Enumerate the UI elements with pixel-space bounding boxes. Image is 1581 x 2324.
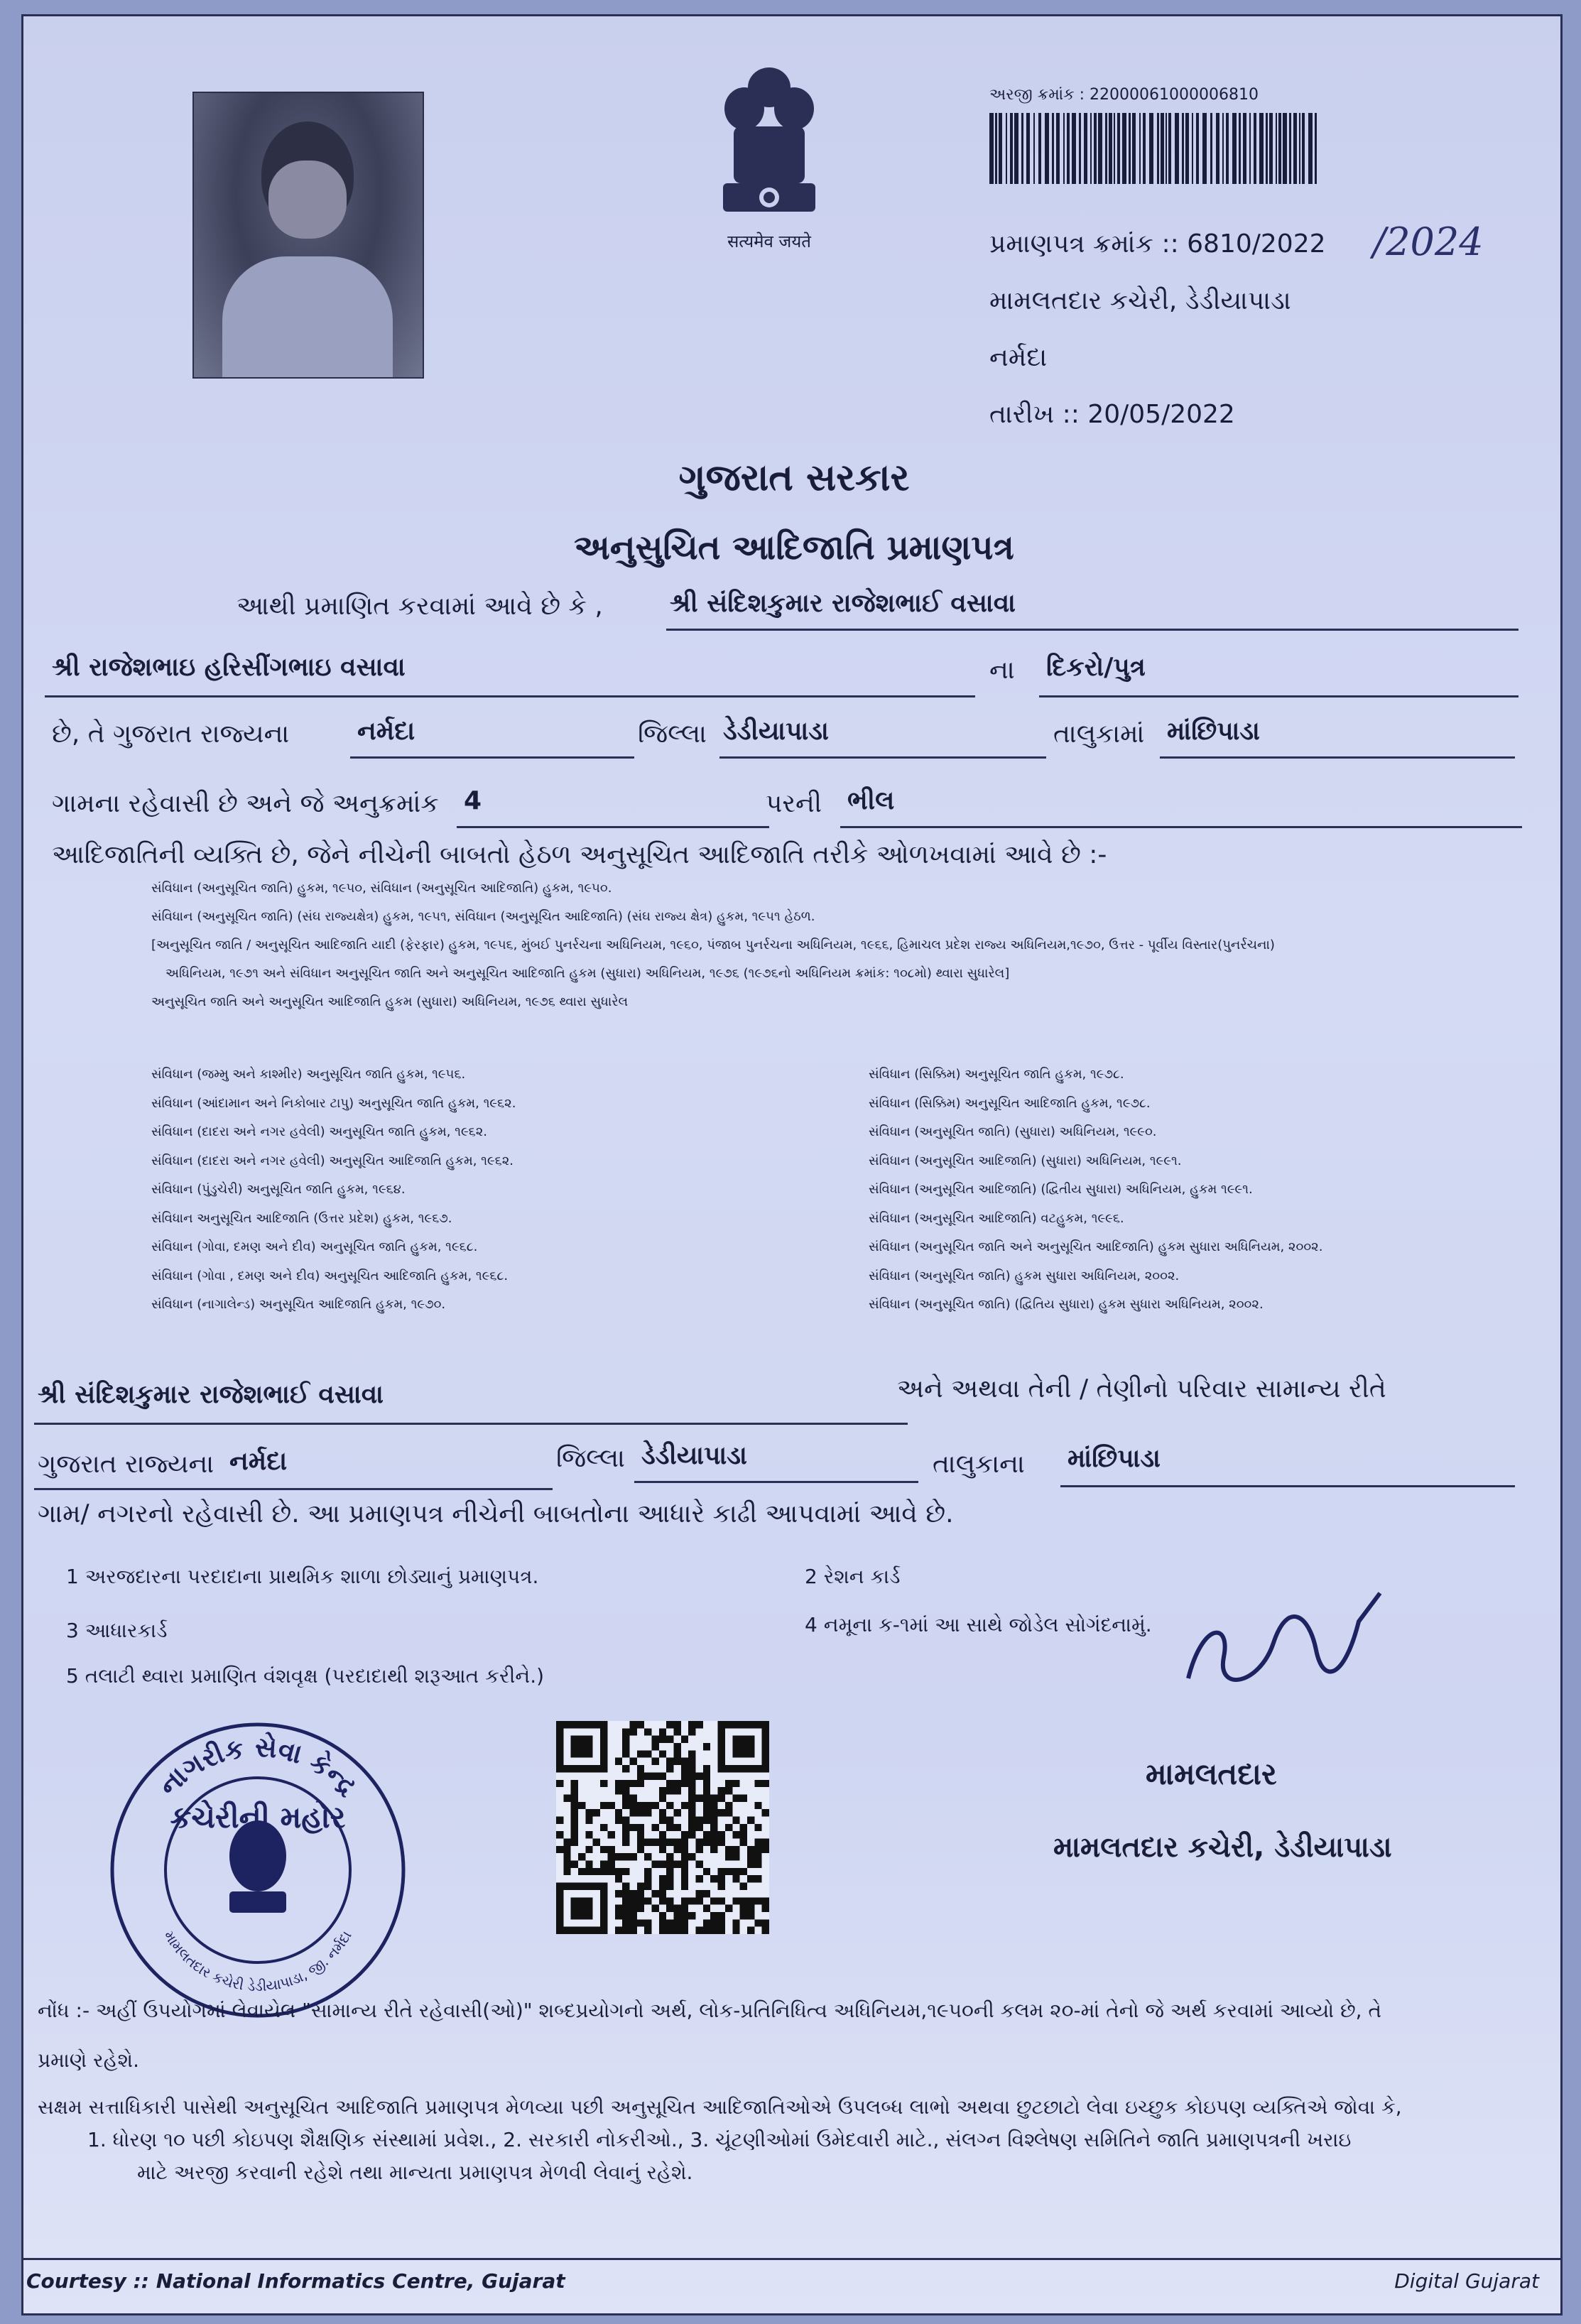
application-number: અરજી ક્રમાંક : 22000061000006810 [989,86,1259,104]
svg-text:મામલતદાર કચેરી ડેડીયાપાડા, જી.: મામલતદાર કચેરી ડેડીયાપાડા, જી. નર્મદા [161,1927,355,1995]
issuing-office: મામલતદાર કચેરી, ડેડીયાપાડા [989,286,1291,315]
document-item: 5 તલાટી થ્વારા પ્રમાણિત વંશવૃક્ષ (પરદાદાથી શરૂઆત કરીને.) [66,1664,545,1688]
government-title: ગુજરાત સરકાર [678,457,910,499]
order-item: સંવિધાન (અનુસૂચિત આદિજાતિ) (દ્વિતીય સુધારા) અધિનિયમ, હુકમ ૧૯૯૧. [869,1182,1253,1197]
qr-code-icon [556,1721,769,1934]
order-item: સંવિધાન (ગોવા, દમણ અને દીવ) અનુસૂચિત જાતિ હુકમ, ૧૯૬૮. [151,1239,478,1254]
barcode-icon [989,113,1323,184]
order-item: સંવિધાન (અનુસૂચિત આદિજાતિ) વટહુકમ, ૧૯૯૬. [869,1210,1124,1226]
jilla-text-2: જિલ્લા [556,1444,625,1473]
issue-date: તારીખ :: 20/05/2022 [989,400,1235,429]
office-seal-icon [102,1714,414,2026]
serial-number: 4 [464,786,482,815]
signature-icon [1174,1579,1387,1700]
footer-brand: Digital Gujarat [1394,2269,1539,2293]
relation: દિકરો/પુત્ર [1046,653,1146,682]
order-item: સંવિધાન (અનુસૂચિત આદિજાતિ) (સુધારા) અધિનિયમ, ૧૯૯૧. [869,1153,1182,1168]
basis-text: ગામ/ નગરનો રહેવાસી છે. આ પ્રમાણપત્ર નીચેની બાબતોના આધારે કાઢી આપવામાં આવે છે. [38,1499,954,1528]
document-item: 4 નમૂના ક-૧માં આ સાથે જોડેલ સોગંદનામું. [805,1613,1152,1636]
certify-text: આથી પ્રમાણિત કરવામાં આવે છે કે , [237,592,603,621]
certificate-page [21,14,1563,2315]
jilla-text: જિલ્લા [638,720,707,749]
family-text: અને અથવા તેની / તેણીનો પરિવાર સામાન્ય રીતે [897,1374,1386,1403]
svg-text:કચેરીની મહોર: કચેરીની મહોર [170,1800,346,1835]
orders-left-list [151,1060,862,1320]
national-emblem-icon [705,59,833,237]
order-item: અધિનિયમ, ૧૯૭૧ અને સંવિધાન અનુસૂચિત જાતિ અને અનુસૂચિત આદિજાતિ હુકમ (સુધારા) અધિનિયમ, ૧૯૭૬ (૧૯૭૬નો અધિનિયમ ક્રમાંક: ૧૦૮મો) થ્વારા સુધારેલ] [165,966,1010,981]
document-item: 1 અરજદારના પરદાદાના પ્રાથમિક શાળા છોડ્યાનું પ્રમાણપત્ર. [66,1565,539,1588]
applicant-name-2: શ્રી સંદિશકુમાર રાજેશભાઈ વસાવા [38,1380,384,1409]
par-text: પરની [766,789,822,818]
district-name-2: નર્મદા [229,1447,288,1476]
order-item: સંવિધાન (અનુસૂચિત જાતિ) (સુધારા) અધિનિયમ, ૧૯૯૦. [869,1124,1157,1139]
na-text: ના [989,656,1015,685]
document-item: 2 રેશન કાર્ડ [805,1565,901,1588]
father-name: શ્રી રાજેશભાઇ હરિસીંગભાઇ વસાવા [52,653,406,682]
taluka-name-2: ડેડીયાપાડા [641,1441,747,1470]
order-item: સંવિધાન (પુંડુચેરી) અનુસૂચિત જાતિ હુકમ, ૧૯૬૪. [151,1182,406,1197]
taluka-name: ડેડીયાપાડા [723,717,829,746]
order-item: સંવિધાન અનુસૂચિત આદિજાતિ (ઉત્તર પ્રદેશ) હુકમ, ૧૯૬૭. [151,1210,452,1226]
order-item: સંવિધાન (ગોવા , દમણ અને દીવ) અનુસૂચિત આદિજાતિ હુકમ, ૧૯૬૮. [151,1268,509,1283]
order-item: સંવિધાન (અનુસૂચિત જાતિ) (દ્વિતિય સુધારા) હુકમ સુધારા અધિનિયમ, ૨૦૦૨. [869,1297,1264,1312]
footer-courtesy: Courtesy :: National Informatics Centre, Gujarat [26,2269,565,2293]
order-item: સંવિધાન (અનુસૂચિત જાતિ અને અનુસૂચિત આદિજાતિ) હુકમ સુધારા અધિનિયમ, ૨૦૦૨. [869,1239,1323,1254]
taluka-text: તાલુકામાં [1053,720,1145,749]
village-name: માંછિપાડા [1167,717,1260,746]
orders-top-list [151,874,1501,1016]
signatory-designation: મામલતદાર [1146,1756,1277,1791]
note-3: સક્ષમ સત્તાધિકારી પાસેથી અનુસૂચિત આદિજાતિ પ્રમાણપત્ર મેળવ્યા પછી અનુસૂચિત આદિજાતિઓએ ઉપલબ્ધ લાભો અથવા છુટછાટો લેવા ઇચ્છુક કોઇપણ વ્યક્તિએ જોવા કે, [38,2095,1402,2119]
note-2: પ્રમાણે રહેશે. [38,2048,139,2072]
district-name: નર્મદા [357,717,415,746]
orders-right-list [869,1060,1550,1320]
applicant-photo [192,92,424,379]
order-item: સંવિધાન (અનુસૂચિત જાતિ) (સંઘ રાજ્યક્ષેત્ર) હુકમ, ૧૯૫૧, સંવિધાન (અનુસૂચિત આદિજાતિ) (સંઘ રાજ્ય ક્ષેત્ર) હુકમ, ૧૯૫૧ હેઠળ. [151,909,815,924]
order-item: સંવિધાન (દાદરા અને નગર હવેલી) અનુસૂચિત આદિજાતિ હુકમ, ૧૯૬૨. [151,1153,514,1168]
state-text: છે, તે ગુજરાત રાજ્યના [52,720,290,749]
svg-text:નાગરીક સેવા કેન્દ્ર: નાગરીક સેવા કેન્દ્ર [152,1731,364,1802]
order-item: સંવિધાન (સિક્કિમ) અનુસૂચિત આદિજાતિ હુકમ, ૧૯૭૮. [869,1095,1151,1111]
order-item: સંવિધાન (નાગાલેન્ડ) અનુસૂચિત આદિજાતિ હુકમ, ૧૯૭૦. [151,1297,446,1312]
tribe-name: ભીલ [847,786,895,815]
certificate-number: પ્રમાણપત્ર ક્રમાંક :: 6810/2022 [989,229,1326,259]
village-name-2: માંછિપાડા [1067,1444,1161,1473]
applicant-name: શ્રી સંદિશકુમાર રાજેશભાઈ વસાવા [670,589,1016,618]
note-5: માટે અરજી કરવાની રહેશે તથા માન્યતા પ્રમાણપત્ર મેળવી લેવાનું રહેશે. [137,2161,693,2184]
order-item: સંવિધાન (આંદામાન અને નિકોબાર ટાપુ) અનુસૂચિત જાતિ હુકમ, ૧૯૬૨. [151,1095,516,1111]
order-item: સંવિધાન (અનુસૂચિત જાતિ) હુકમ સુધારા અધિનિયમ, ૨૦૦૨. [869,1268,1180,1283]
document-item: 3 આધારકાર્ડ [66,1619,168,1642]
order-item: સંવિધાન (જમ્મુ અને કાશ્મીર) અનુસૂચિત જાતિ હુકમ, ૧૯૫૬. [151,1067,466,1082]
order-item: અનુસૂચિત જાતિ અને અનુસૂચિત આદિજાતિ હુકમ (સુધારા) અધિનિયમ, ૧૯૭૬ થ્વારા સુધારેલ [151,994,629,1009]
state-text-2: ગુજરાત રાજ્યના [38,1450,214,1479]
emblem-motto: सत्यमेव जयते [727,232,811,251]
taluka-text-2: તાલુકાના [933,1450,1025,1479]
order-item: [અનુસૂચિત જાતિ / અનુસૂચિત આદિજાતિ યાદી (ફેરફાર) હુકમ, ૧૯૫૬, મુંબઈ પુનર્રચના અધિનિયમ, ૧૯૬૦, પંજાબ પુનર્રચના અધિનિયમ, ૧૯૬૬, હિમાચલ પ્રદેશ રાજ્ય અધિનિયમ,૧૯૭૦, ઉત્તર - પૂર્વીય વિસ્તાર(પુનર્રચના) [151,938,1275,952]
issuing-district: નર્મદા [989,343,1048,372]
resident-text: ગામના રહેવાસી છે અને જે અનુક્રમાંક [52,789,439,818]
order-item: સંવિધાન (સિક્કિમ) અનુસૂચિત જાતિ હુકમ, ૧૯૭૮. [869,1067,1124,1082]
order-item: સંવિધાન (દાદરા અને નગર હવેલી) અનુસૂચિત જાતિ હુકમ, ૧૯૬૨. [151,1124,487,1139]
order-item: સંવિધાન (અનુસૂચિત જાતિ) હુકમ, ૧૯૫૦, સંવિધાન (અનુસૂચિત આદિજાતિ) હુકમ, ૧૯૫૦. [151,881,612,896]
recognition-text: આદિજાતિની વ્યક્તિ છે, જેને નીચેની બાબતો હેઠળ અનુસૂચિત આદિજાતિ તરીકે ઓળખવામાં આવે છે :- [52,840,1107,869]
note-1: નોંધ :- અહીં ઉપયોગમાં લેવાયેલ "સામાન્ય રીતે રહેવાસી(ઓ)" શબ્દપ્રયોગનો અર્થ, લોક-પ્રતિનિધિત્વ અધિનિયમ,૧૯૫૦ની કલમ ૨૦-માં તેનો જે અર્થ કરવામાં આવ્યો છે, તે [38,1999,1382,2022]
handwritten-number: /2024 [1373,219,1484,264]
certificate-title: અનુસુચિત આદિજાતિ પ્રમાણપત્ર [574,528,1014,568]
signatory-office: મામલતદાર કચેરી, ડેડીયાપાડા [1053,1831,1392,1864]
note-4: 1. ધોરણ ૧૦ પછી કોઇપણ શૈક્ષણિક સંસ્થામાં પ્રવેશ., 2. સરકારી નોકરીઓ., 3. ચૂંટણીઓમાં ઉમેદવારી માટે., સંલગ્ન વિશ્લેષણ સમિતિને જાતિ પ્રમાણપત્રની ખરાઇ [87,2128,1352,2151]
